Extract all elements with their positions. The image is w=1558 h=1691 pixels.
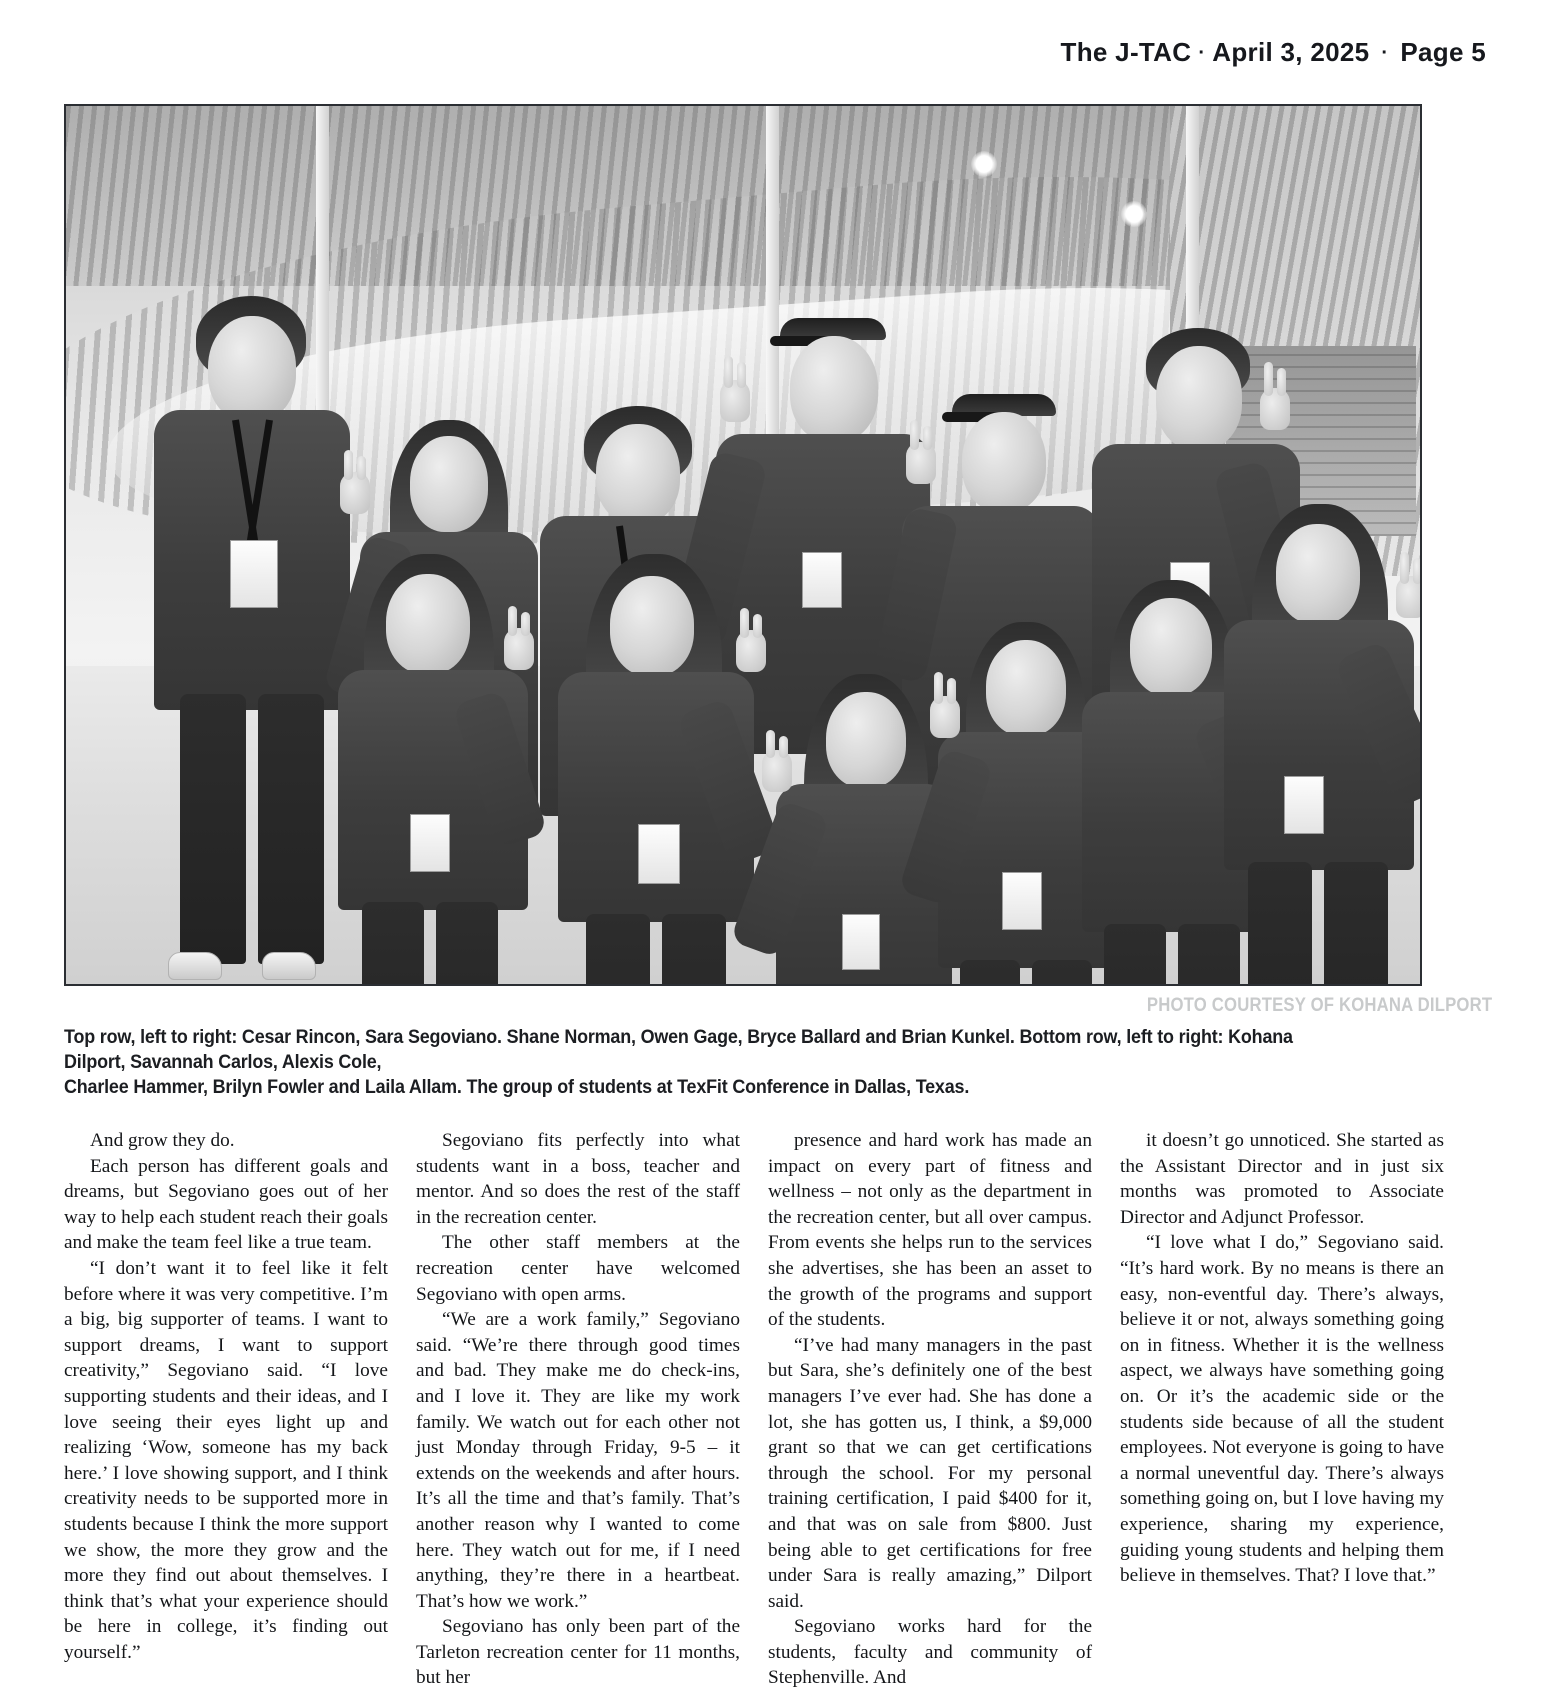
- paragraph: Segoviano fits perfectly into what students want in a boss, teacher and mentor. And so does the rest of the staff in the recreation center.: [416, 1130, 740, 1228]
- paragraph: “I’ve had many managers in the past but Sara, she’s definitely one of the best managers I’ve ever had. She has done a lot, she has gotten us, I think, a $9,000 grant so that we can get certifications through the school. For my personal training certification, I paid $400 for it, and that was on sale from $800. Just being able to get certifications for free under Sara is really amazing,” Dilport said.: [768, 1334, 1092, 1612]
- head: [386, 574, 470, 674]
- name-badge: [638, 824, 680, 884]
- photo-credit: PHOTO COURTESY OF KOHANA DILPORT: [1146, 995, 1493, 1016]
- legs: [436, 902, 498, 986]
- head: [610, 576, 694, 676]
- finger: [779, 736, 788, 758]
- person-back-1: [146, 224, 356, 984]
- paragraph: The other staff members at the recreation center have welcomed Segoviano with open arms.: [416, 1232, 740, 1305]
- paragraph: “I love what I do,” Segoviano said. “It’s hard work. By no means is there an easy, non-eventful day. There’s always, believe it or not, always something going on in fitness. Whether it is the wellness aspect, we always have something going on. Or it’s the academic side or the students side because of all the student employees. Not everyone is going to have a normal uneventful day. There’s always something going on, but I love having my experience, sharing my experience, guiding young students and helping them believe in themselves. That? I love that.”: [1120, 1232, 1444, 1587]
- masthead-line: [1061, 37, 1486, 68]
- head: [986, 640, 1066, 736]
- head: [1130, 598, 1212, 696]
- paragraph: “I don’t want it to feel like it felt before where it was very competitive. I’m a big, big supporter of teams. I want to support dreams, I want to support creativity,” Segoviano said. “I love supporting students and their ideas, and I love seeing their eyes light up and realizing ‘Wow, someone has my back here.’ I love showing support, and I think creativity needs to be supported more in students because I think the more support we show, the more they grow and the more they find out about themselves. I think that’s what your experience should be here in college, it’s finding out yourself.”: [64, 1257, 388, 1663]
- paragraph: Segoviano has only been part of the Tarleton recreation center for 11 months, but her: [416, 1616, 740, 1689]
- paragraph: presence and hard work has made an impact on every part of fitness and wellness – not only as the department in the recreation center, but all over campus. From events she helps run to the services she advertises, she has been an asset to the growth of the programs and support of the students.: [768, 1130, 1092, 1331]
- shoe: [262, 952, 316, 980]
- finger: [508, 606, 517, 636]
- head: [208, 316, 296, 422]
- article-body: [64, 1128, 1494, 1691]
- group-photo: [64, 104, 1422, 986]
- legs: [1248, 862, 1312, 986]
- finger: [740, 608, 749, 638]
- caption-line-2: Charlee Hammer, Brilyn Fowler and Laila Allam. The group of students at TexFit Conference in Dallas, Texas.: [64, 1076, 970, 1098]
- finger: [934, 672, 943, 704]
- hand-sign: [762, 750, 792, 792]
- finger: [521, 612, 530, 636]
- finger: [947, 678, 956, 704]
- publication-title: The J-TAC: [1060, 36, 1192, 67]
- name-badge: [1002, 872, 1042, 930]
- head: [826, 692, 906, 788]
- page-number: Page 5: [1400, 36, 1486, 67]
- legs: [180, 694, 246, 964]
- paragraph: Each person has different goals and dreams, but Segoviano goes out of her way to help each student reach their goals and make the team feel like a true team.: [64, 1155, 388, 1254]
- article-column-4: [1120, 1128, 1444, 1691]
- article-column-1: [64, 1128, 388, 1691]
- finger: [766, 730, 775, 758]
- issue-date: April 3, 2025: [1212, 36, 1370, 67]
- legs: [662, 914, 726, 986]
- paragraph: it doesn’t go unnoticed. She started as the Assistant Director and in just six months was promoted to Associate Director and Adjunct Professor.: [1120, 1130, 1444, 1228]
- ceiling-light-2: [971, 151, 997, 177]
- legs: [1104, 924, 1166, 986]
- legs: [960, 960, 1020, 986]
- photo-canvas: [66, 106, 1420, 984]
- hand-sign: [930, 696, 960, 738]
- paragraph: “We are a work family,” Segoviano said. “We’re there through good times and bad. They make me do check-ins, and I love it. They are like my work family. We watch out for each other not just Monday through Friday, 9-5 – it extends on the weekends and after hours. It’s all the time and that’s family. That’s another reason why I wanted to come here. They watch out for me, if I need anything, they’re there in a heartbeat. That’s how we work.”: [416, 1309, 740, 1612]
- finger: [1400, 552, 1409, 584]
- person-front-2: [546, 384, 766, 984]
- name-badge: [842, 914, 880, 970]
- name-badge: [410, 814, 450, 872]
- paragraph: Segoviano works hard for the students, faculty and community of Stephenville. And: [768, 1616, 1092, 1689]
- caption-line-1: Top row, left to right: Cesar Rincon, Sara Segoviano. Shane Norman, Owen Gage, Bryce Ballard and Brian Kunkel. Bottom row, left to right: Kohana Dilport, Savannah Carlos, Alexis Cole,: [64, 1026, 1293, 1073]
- article-column-2: [416, 1128, 740, 1691]
- legs: [362, 902, 424, 986]
- name-badge: [1284, 776, 1324, 834]
- hand-sign: [504, 628, 534, 670]
- page-header: [64, 0, 1494, 104]
- name-badge: [230, 540, 278, 608]
- shoe: [168, 952, 222, 980]
- paragraph: And grow they do.: [90, 1130, 235, 1151]
- finger: [1413, 558, 1422, 584]
- hand-sign: [1396, 576, 1422, 618]
- person-front-1: [328, 374, 538, 984]
- legs: [258, 694, 324, 964]
- head: [1276, 524, 1360, 624]
- legs: [1324, 862, 1388, 986]
- header-separator-2: ·: [1381, 41, 1389, 64]
- header-separator-1: ·: [1198, 41, 1206, 64]
- ceiling-light-1: [1121, 201, 1147, 227]
- photo-caption: [64, 1025, 1321, 1100]
- person-front-6: [1206, 344, 1422, 984]
- legs: [586, 914, 650, 986]
- article-column-3: [768, 1128, 1092, 1691]
